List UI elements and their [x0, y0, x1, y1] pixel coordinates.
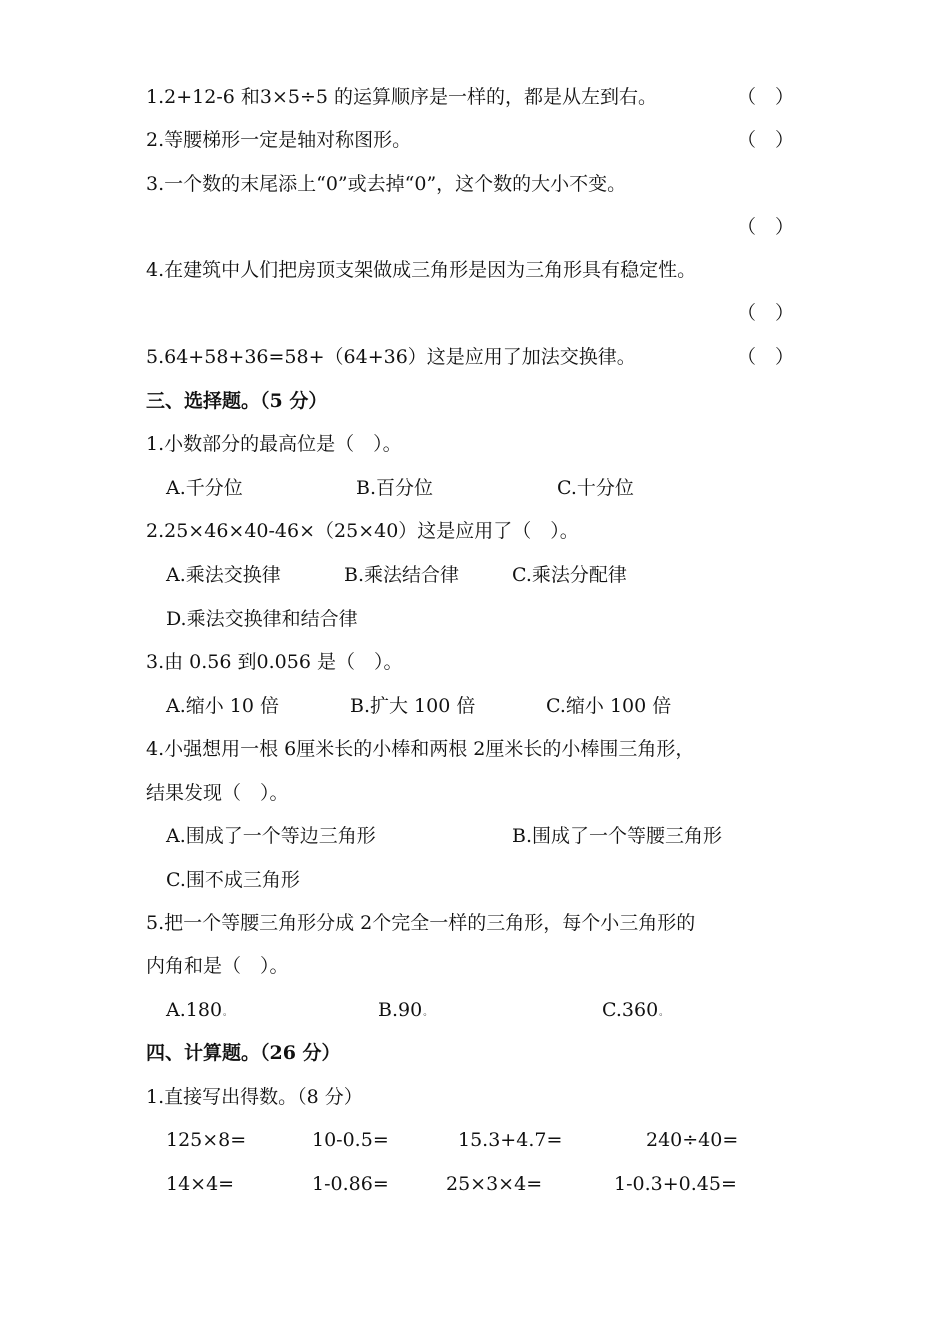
judgment-item-5: 5.64+58+36=58+（64+36）这是应用了加法交换律。 — [146, 346, 636, 368]
calc-row2-item-3: 25×3×4= — [446, 1173, 543, 1195]
choice-q3-option-a[interactable]: A.缩小 10 倍 — [166, 695, 280, 717]
calc-sub-heading-1: 1.直接写出得数。（8 分） — [146, 1086, 363, 1108]
calc-row1-item-4: 240÷40= — [646, 1129, 739, 1151]
judgment-answer-blank-5[interactable]: （ ） — [737, 346, 795, 368]
choice-q1-option-c[interactable]: C.十分位 — [557, 477, 634, 499]
section-heading-calc: 四、计算题。（26 分） — [146, 1042, 341, 1064]
choice-q2-option-c[interactable]: C.乘法分配律 — [512, 564, 627, 586]
choice-q4-option-a[interactable]: A.围成了一个等边三角形 — [166, 825, 376, 847]
calc-row1-item-2: 10-0.5= — [312, 1129, 389, 1151]
calc-row1-item-1: 125×8= — [166, 1129, 247, 1151]
calc-row2-item-2: 1-0.86= — [312, 1173, 389, 1195]
degree-mark: 。 — [423, 1008, 433, 1018]
choice-q5-option-b[interactable]: B.90。 — [378, 999, 433, 1021]
choice-q1-option-a[interactable]: A.千分位 — [166, 477, 243, 499]
choice-q2-option-b[interactable]: B.乘法结合律 — [344, 564, 460, 586]
choice-q5-option-c[interactable]: C.360。 — [602, 999, 669, 1021]
choice-q4-stem-line1: 4.小强想用一根 6厘米长的小棒和两根 2厘米长的小棒围三角形， — [146, 738, 695, 760]
calc-row1-item-3: 15.3+4.7= — [458, 1129, 563, 1151]
judgment-answer-blank-2[interactable]: （ ） — [737, 129, 795, 151]
choice-q1-option-b[interactable]: B.百分位 — [356, 477, 434, 499]
choice-q4-option-c[interactable]: C.围不成三角形 — [166, 869, 300, 891]
calc-row2-item-4: 1-0.3+0.45= — [614, 1173, 737, 1195]
judgment-answer-blank-3[interactable]: （ ） — [737, 216, 795, 238]
judgment-item-3: 3.一个数的末尾添上“0”或去掉“0”，这个数的大小不变。 — [146, 173, 627, 195]
choice-q5-option-a[interactable]: A.180。 — [166, 999, 233, 1021]
degree-mark: 。 — [223, 1008, 233, 1018]
choice-q2-stem: 2.25×46×40-46×（25×40）这是应用了（ ）。 — [146, 520, 579, 542]
judgment-answer-blank-4[interactable]: （ ） — [737, 302, 795, 324]
choice-q5-stem-line1: 5.把一个等腰三角形分成 2个完全一样的三角形，每个小三角形的 — [146, 912, 696, 934]
judgment-answer-blank-1[interactable]: （ ） — [737, 86, 795, 108]
choice-q2-option-a[interactable]: A.乘法交换律 — [166, 564, 281, 586]
choice-q3-option-c[interactable]: C.缩小 100 倍 — [546, 695, 672, 717]
degree-mark: 。 — [659, 1008, 669, 1018]
choice-q4-option-b[interactable]: B.围成了一个等腰三角形 — [512, 825, 723, 847]
judgment-item-1: 1.2+12-6 和3×5÷5 的运算顺序是一样的，都是从左到右。 — [146, 86, 658, 108]
choice-q2-option-d[interactable]: D.乘法交换律和结合律 — [166, 608, 358, 630]
choice-q3-stem: 3.由 0.56 到0.056 是（ ）。 — [146, 651, 403, 673]
calc-row2-item-1: 14×4= — [166, 1173, 235, 1195]
choice-q5-stem-line2: 内角和是（ ）。 — [146, 955, 289, 977]
choice-q3-option-b[interactable]: B.扩大 100 倍 — [350, 695, 476, 717]
judgment-item-4: 4.在建筑中人们把房顶支架做成三角形是因为三角形具有稳定性。 — [146, 259, 697, 281]
choice-q1-stem: 1.小数部分的最高位是（ ）。 — [146, 433, 402, 455]
judgment-item-2: 2.等腰梯形一定是轴对称图形。 — [146, 129, 412, 151]
section-heading-choice: 三、选择题。（5 分） — [146, 390, 328, 412]
choice-q4-stem-line2: 结果发现（ ）。 — [146, 782, 289, 804]
